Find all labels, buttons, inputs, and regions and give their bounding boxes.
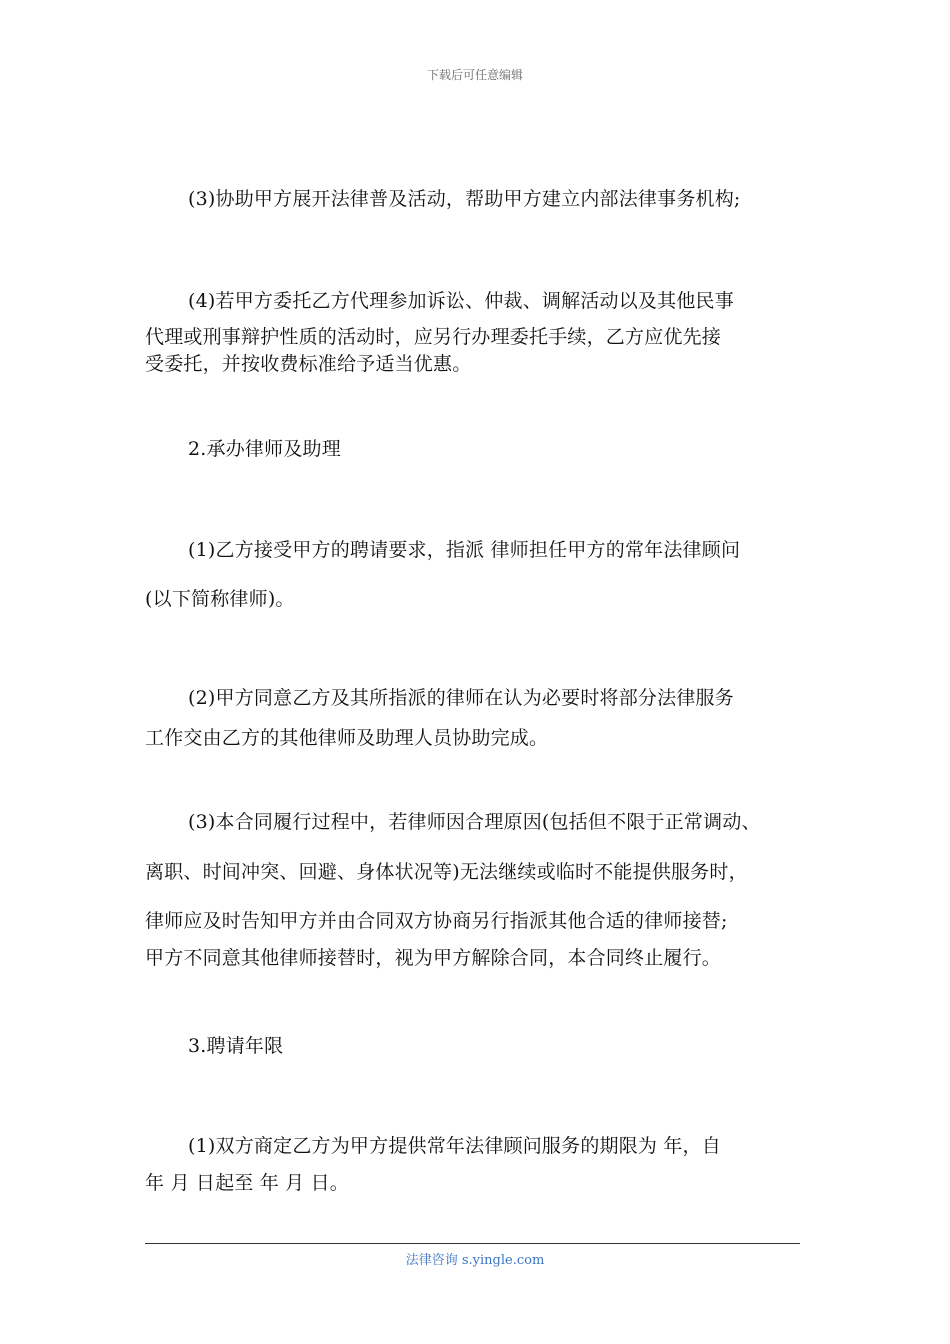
paragraph-line: 受委托，并按收费标准给予适当优惠。	[145, 353, 472, 375]
paragraph-line: (4)若甲方委托乙方代理参加诉讼、仲裁、调解活动以及其他民事	[188, 290, 734, 312]
paragraph-line: (3)本合同履行过程中，若律师因合理原因(包括但不限于正常调动、	[188, 811, 761, 833]
paragraph-line: 年 月 日起至 年 月 日。	[145, 1172, 349, 1194]
paragraph-line: 代理或刑事辩护性质的活动时，应另行办理委托手续，乙方应优先接	[145, 326, 722, 348]
paragraph-line: (以下简称律师)。	[145, 588, 295, 610]
paragraph-line: 甲方不同意其他律师接替时，视为甲方解除合同，本合同终止履行。	[145, 947, 722, 969]
paragraph-line: (1)乙方接受甲方的聘请要求，指派 律师担任甲方的常年法律顾问	[188, 539, 741, 561]
section-heading-2: 2.承办律师及助理	[188, 438, 341, 460]
paragraph-line: 工作交由乙方的其他律师及助理人员协助完成。	[145, 727, 549, 749]
section-heading-3: 3.聘请年限	[188, 1035, 284, 1057]
footer-divider	[145, 1243, 800, 1244]
paragraph-line: (1)双方商定乙方为甲方提供常年法律顾问服务的期限为 年，自	[188, 1135, 721, 1157]
paragraph-line: (2)甲方同意乙方及其所指派的律师在认为必要时将部分法律服务	[188, 687, 734, 709]
paragraph-line: 离职、时间冲突、回避、身体状况等)无法继续或临时不能提供服务时，	[145, 861, 748, 883]
clause-3-legal-education: (3)协助甲方展开法律普及活动，帮助甲方建立内部法律事务机构;	[188, 188, 741, 210]
page-header: 下载后可任意编辑	[426, 68, 523, 82]
footer-link[interactable]: 法律咨询 s.yingle.com	[405, 1253, 545, 1268]
paragraph-line: 律师应及时告知甲方并由合同双方协商另行指派其他合适的律师接替;	[145, 910, 728, 932]
